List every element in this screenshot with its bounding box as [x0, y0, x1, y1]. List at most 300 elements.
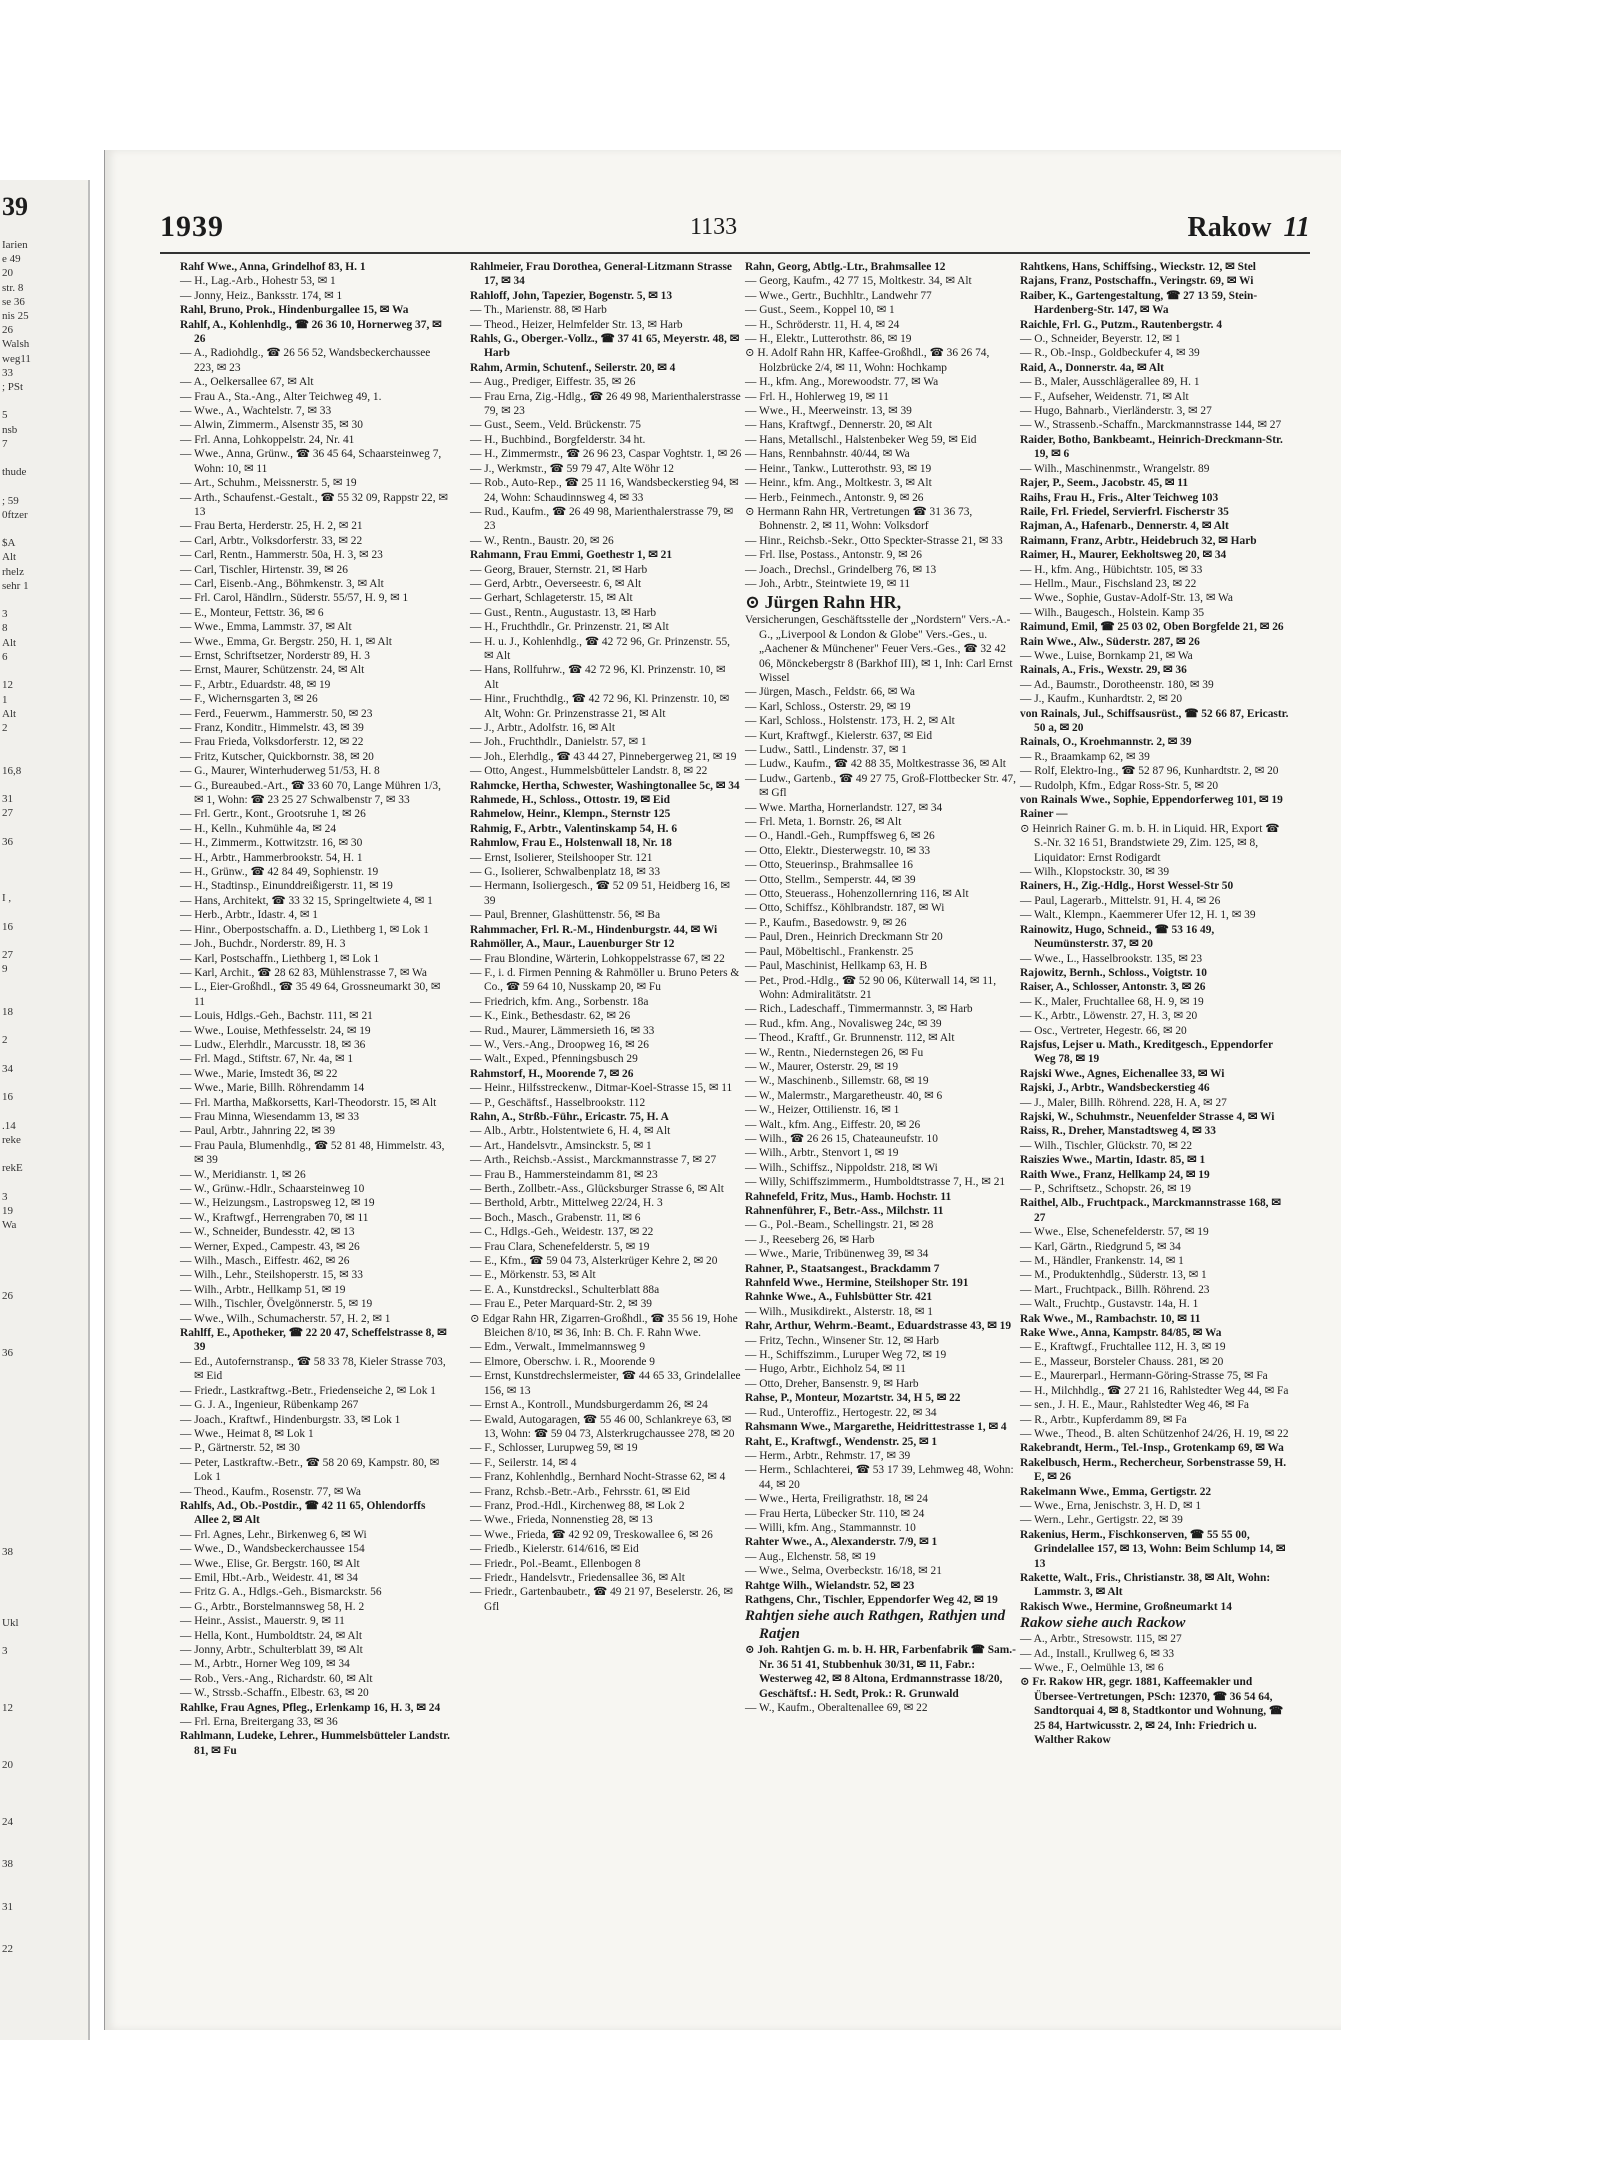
directory-entry: — Heinr., Assist., Mauerstr. 9, ✉ 11	[180, 1615, 345, 1628]
directory-entry: — Walt., kfm. Ang., Eiffestr. 20, ✉ 26	[745, 1118, 921, 1131]
directory-entry: — Wwe., Elise, Gr. Bergstr. 160, ✉ Alt	[180, 1557, 360, 1570]
previous-page-sliver	[0, 180, 90, 2040]
directory-entry: — W., Grünw.-Hdlr., Schaarsteinweg 10	[180, 1183, 365, 1195]
directory-entry: — Wilh., Tischler, Övelgönnerstr. 5, ✉ 19	[180, 1298, 373, 1311]
directory-entry: — M., Händler, Frankenstr. 14, ✉ 1	[1020, 1255, 1184, 1268]
directory-entry: — H., Arbtr., Hammerbrookstr. 54, H. 1	[180, 851, 363, 864]
directory-entry: — Ernst, Maurer, Schützenstr. 24, ✉ Alt	[180, 664, 365, 677]
directory-entry: — Arth., Reichsb.-Assist., Marckmannstrasse 7, ✉ 27	[470, 1154, 717, 1167]
directory-entry: — Gust., Seem., Koppel 10, ✉ 1	[745, 304, 895, 317]
directory-entry: — Frl. Ilse, Postass., Antonstr. 9, ✉ 26	[745, 549, 922, 562]
directory-entry: — Herb., Arbtr., Idastr. 4, ✉ 1	[180, 909, 318, 922]
directory-entry: — Ernst, Schriftsetzer, Norderstr 89, H. 3	[180, 649, 370, 662]
directory-entry: — Karl, Gärtn., Riedgrund 5, ✉ 34	[1020, 1240, 1181, 1253]
directory-entry: — Frau B., Hammersteindamm 81, ✉ 23	[470, 1168, 658, 1181]
directory-entry: — Franz, Rchsb.-Betr.-Arb., Fehrsstr. 61, ✉ Eid	[470, 1485, 690, 1498]
directory-entry: — E., Kfm., ☎ 59 04 73, Alsterkrüger Kehre 2, ✉ 20	[470, 1255, 718, 1268]
directory-entry: — Wwe., Luise, Bornkamp 21, ✉ Wa	[1020, 649, 1193, 662]
directory-entry: — Frl. Martha, Maßkorsetts, Karl-Theodorstr. 15, ✉ Alt	[180, 1096, 437, 1109]
directory-entry: ⊙ Heinrich Rainer G. m. b. H. in Liquid. HR, Export ☎ S.-Nr. 32 16 51, Brandstwiete 29, Zim. 125, ✉ 8, Liquidator: Ernst Rodigardt	[1020, 822, 1280, 864]
directory-entry: Raichle, Frl. G., Putzm., Rautenbergstr. 4	[1020, 318, 1223, 331]
directory-entry: — F., Aufseher, Weidenstr. 71, ✉ Alt	[1020, 390, 1189, 403]
directory-entry: — Fritz, Techn., Winsener Str. 12, ✉ Harb	[745, 1334, 939, 1347]
directory-entry: — Hinr., Reichsb.-Sekr., Otto Speckter-Strasse 21, ✉ 33	[745, 534, 1003, 547]
header-page-number: 1133	[690, 214, 738, 240]
header-rule	[160, 252, 1310, 254]
directory-entry: Rahn, A., Strßb.-Führ., Ericastr. 75, H. A	[470, 1110, 669, 1123]
directory-entry: — Wwe., Heimat 8, ✉ Lok 1	[180, 1427, 314, 1440]
directory-entry: Rahmlow, Frau E., Holstenwall 18, Nr. 18	[470, 837, 672, 850]
directory-entry: — P., Kaufm., Basedowstr. 9, ✉ 26	[745, 916, 907, 929]
directory-column-3	[745, 260, 1017, 1715]
directory-entry: von Rainals, Jul., Schiffsausrüst., ☎ 52 66 87, Ericastr. 50 a, ✉ 20	[1020, 707, 1289, 734]
header-running-name	[1188, 212, 1310, 244]
directory-entry: Raiber, K., Gartengestaltung, ☎ 27 13 59, Stein-Hardenberg-Str. 147, ✉ Wa	[1020, 289, 1258, 317]
directory-entry: — Paul, Möbeltischl., Frankenstr. 25	[745, 945, 914, 958]
directory-entry: — Wwe., L., Hasselbrookstr. 135, ✉ 23	[1020, 952, 1203, 965]
directory-entry: Rahmig, F., Arbtr., Valentinskamp 54, H. 6	[470, 822, 678, 835]
directory-entry: Rahnke Wwe., A., Fuhlsbütter Str. 421	[745, 1291, 933, 1304]
directory-entry: — Rolf, Elektro-Ing., ☎ 52 87 96, Kunhardtstr. 2, ✉ 20	[1020, 765, 1279, 778]
directory-entry: Rahnenführer, F., Betr.-Ass., Milchstr. 11	[745, 1205, 944, 1217]
directory-entry: — Rud., Maurer, Lämmersieth 16, ✉ 33	[470, 1024, 655, 1037]
directory-entry: — Edm., Verwalt., Immelmannsweg 9	[470, 1341, 646, 1354]
directory-entry: — J., Kaufm., Kunhardtstr. 2, ✉ 20	[1020, 693, 1183, 706]
directory-entry: Rahnefeld, Fritz, Mus., Hamb. Hochstr. 11	[745, 1190, 952, 1203]
directory-entry: — H. u. J., Kohlenhdlg., ☎ 42 72 96, Gr. Prinzenstr. 55, ✉ Alt	[470, 635, 731, 662]
directory-entry: — G., Pol.-Beam., Schellingstr. 21, ✉ 28	[745, 1219, 934, 1232]
directory-entry: — Peter, Lastkraftw.-Betr., ☎ 58 20 69, Kampstr. 80, ✉ Lok 1	[180, 1456, 440, 1484]
directory-entry: — Hans, Rennbahnstr. 40/44, ✉ Wa	[745, 448, 910, 461]
directory-entry: — Hinr., Fruchthdlg., ☎ 42 72 96, Kl. Prinzenstr. 10, ✉ Alt, Wohn: Gr. Prinzenstrasse 21, ✉ Alt	[470, 693, 730, 720]
directory-entry: Raht, E., Kraftwgf., Wendenstr. 25, ✉ 1	[745, 1435, 938, 1448]
directory-entry: — P., Gärtnerstr. 52, ✉ 30	[180, 1442, 300, 1455]
directory-entry: — F., Seilerstr. 14, ✉ 4	[470, 1456, 577, 1469]
directory-entry: — A., Radiohdlg., ☎ 26 56 52, Wandsbeckerchaussee 223, ✉ 23	[180, 347, 431, 374]
directory-entry: — Ludw., Gartenb., ☎ 49 27 75, Groß-Flottbecker Str. 47, ✉ Gfl	[745, 772, 1016, 800]
directory-entry: — Rud., Unteroffiz., Hertogestr. 22, ✉ 34	[745, 1406, 937, 1419]
directory-entry: — Otto, Stellm., Semperstr. 44, ✉ 39	[745, 873, 916, 886]
directory-entry: — Emil, Hbt.-Arb., Weidestr. 41, ✉ 34	[180, 1571, 358, 1584]
directory-entry: — W., Rentn., Baustr. 20, ✉ 26	[470, 534, 614, 547]
directory-entry: — Joh., Elerhdlg., ☎ 43 44 27, Pinnebergerweg 21, ✉ 19	[470, 750, 737, 763]
directory-entry: — A., Oelkersallee 67, ✉ Alt	[180, 376, 314, 389]
directory-entry: — Wilh., Lehr., Steilshoperstr. 15, ✉ 33	[180, 1269, 363, 1282]
directory-entry: — H., kfm. Ang., Morewoodstr. 77, ✉ Wa	[745, 376, 939, 389]
directory-entry: — Theod., Kraftf., Gr. Brunnenstr. 112, ✉ Alt	[745, 1032, 955, 1045]
directory-entry: — W., Kaufm., Oberaltenallee 69, ✉ 22	[745, 1702, 928, 1714]
directory-entry: Rainals, O., Kroehmannstr. 2, ✉ 39	[1020, 736, 1192, 749]
directory-entry: — H., Schröderstr. 11, H. 4, ✉ 24	[745, 318, 900, 331]
directory-entry: — G., Maurer, Winterhuderweg 51/53, H. 8	[180, 765, 380, 778]
directory-entry: — Frau Berta, Herderstr. 25, H. 2, ✉ 21	[180, 520, 363, 533]
directory-entry: — Pet., Prod.-Hdlg., ☎ 52 90 06, Küterwall 14, ✉ 11, Wohn: Admiralitätstr. 21	[745, 974, 997, 1001]
directory-entry: — W., Strassenb.-Schaffn., Marckmannstrasse 144, ✉ 27	[1020, 419, 1282, 432]
directory-entry: — Franz, Prod.-Hdl., Kirchenweg 88, ✉ Lok 2	[470, 1499, 685, 1512]
directory-entry: ⊙ Fr. Rakow HR, gegr. 1881, Kaffeemakler und Übersee-Vertretungen, PSch: 12370, ☎ 36 54 64, Sandtorquai 4, ✉ 8, Stadtkontor und Wohnung, ☎ 25 84, Hartwicusstr. 2, ✉ 24, Inh: Friedrich u. Walther Rakow	[1020, 1676, 1284, 1747]
directory-entry: Rajski, J., Arbtr., Wandsbeckerstieg 46	[1020, 1082, 1210, 1095]
directory-entry: — Art., Handelsvtr., Amsinckstr. 5, ✉ 1	[470, 1139, 652, 1152]
directory-entry: — Wilh., Musikdirekt., Alsterstr. 18, ✉ 1	[745, 1305, 933, 1318]
directory-entry: Rahlff, E., Apotheker, ☎ 22 20 47, Scheffelstrasse 8, ✉ 39	[180, 1327, 447, 1354]
directory-entry: — Paul, Maschinist, Hellkamp 63, H. B	[745, 960, 928, 973]
directory-entry: Rajowitz, Bernh., Schloss., Voigtstr. 10	[1020, 966, 1207, 979]
directory-entry: Rajer, P., Seem., Jacobstr. 45, ✉ 11	[1020, 477, 1189, 490]
header-name: Rakow	[1187, 212, 1272, 243]
directory-entry: Rahmelow, Heinr., Klempn., Sternstr 125	[470, 808, 671, 821]
directory-entry: — W., Vers.-Ang., Droopweg 16, ✉ 26	[470, 1038, 649, 1051]
directory-entry: — Wwe., Theod., B. alten Schützenhof 24/26, H. 19, ✉ 22	[1020, 1427, 1289, 1440]
directory-entry: — Alb., Arbtr., Holstentwiete 6, H. 4, ✉ Alt	[470, 1125, 671, 1138]
directory-entry: — Hellm., Maur., Fischsland 23, ✉ 22	[1020, 577, 1197, 590]
directory-entry: — Joh., Buchdr., Norderstr. 89, H. 3	[180, 938, 346, 951]
directory-entry: — Ad., Install., Krullweg 6, ✉ 33	[1020, 1647, 1175, 1660]
directory-entry: — G., Arbtr., Borstelmannsweg 58, H. 2	[180, 1600, 365, 1613]
directory-entry: — Wilh., Schiffsz., Nippoldstr. 218, ✉ Wi	[745, 1161, 938, 1174]
directory-entry: — Wwe., Anna, Grünw., ☎ 36 45 64, Schaarsteinweg 7, Wohn: 10, ✉ 11	[180, 448, 442, 475]
directory-entry: — E., Mörkenstr. 53, ✉ Alt	[470, 1269, 596, 1282]
directory-entry: — Th., Marienstr. 88, ✉ Harb	[470, 304, 607, 317]
directory-entry: — E., Maurerparl., Hermann-Göring-Strasse 75, ✉ Fa	[1020, 1370, 1268, 1383]
directory-entry: Raithel, Alb., Fruchtpack., Marckmannstrasse 168, ✉ 27	[1020, 1197, 1281, 1224]
directory-entry: — Herb., Feinmech., Antonstr. 9, ✉ 26	[745, 491, 924, 504]
directory-entry: — C., Hdlgs.-Geh., Weidestr. 137, ✉ 22	[470, 1226, 654, 1239]
directory-entry: — Wwe., Frieda, Nonnenstieg 28, ✉ 13	[470, 1514, 653, 1527]
directory-entry: — G., Isolierer, Schwalbenplatz 18, ✉ 33	[470, 866, 661, 879]
directory-entry: — W., Heizer, Ottilienstr. 16, ✉ 1	[745, 1104, 900, 1117]
directory-entry: — Carl, Tischler, Hirtenstr. 39, ✉ 26	[180, 563, 348, 576]
directory-entry: — Gerhart, Schlageterstr. 15, ✉ Alt	[470, 592, 633, 605]
directory-entry: — W., Kraftwgf., Herrengraben 70, ✉ 11	[180, 1211, 369, 1224]
directory-entry: — Elmore, Oberschw. i. R., Moorende 9	[470, 1355, 655, 1368]
directory-entry: Rakenius, Herm., Fischkonserven, ☎ 55 55 00, Grindelallee 157, ✉ 13, Wohn: Beim Schlump 14, ✉ 13	[1020, 1528, 1286, 1570]
directory-entry: — Rudolph, Kfm., Edgar Ross-Str. 5, ✉ 20	[1020, 779, 1219, 792]
directory-entry: Rainowitz, Hugo, Schneid., ☎ 53 16 49, Neumünsterstr. 37, ✉ 20	[1020, 923, 1215, 951]
directory-entry: — Paul, Dren., Heinrich Dreckmann Str 20	[745, 931, 943, 944]
directory-entry: — Rud., kfm. Ang., Novalisweg 24c, ✉ 39	[745, 1017, 942, 1030]
directory-entry: Rahl, Bruno, Prok., Hindenburgallee 15, ✉ Wa	[180, 304, 409, 317]
directory-entry: Raile, Frl. Friedel, Servierfrl. Fischerstr 35	[1020, 505, 1229, 518]
directory-entry: — Karl, Schloss., Osterstr. 29, ✉ 19	[745, 700, 911, 713]
directory-entry: — sen., J. H. E., Maur., Rahlstedter Weg 46, ✉ Fa	[1020, 1399, 1249, 1412]
directory-entry: — Hugo, Bahnarb., Vierländerstr. 3, ✉ 27	[1020, 405, 1212, 418]
directory-entry: — Hans, Architekt, ☎ 33 32 15, Springeltwiete 4, ✉ 1	[180, 894, 433, 907]
directory-entry: — Ernst, Isolierer, Steilshooper Str. 121	[470, 851, 653, 864]
directory-entry: — Aug., Prediger, Eiffestr. 35, ✉ 26	[470, 376, 636, 389]
directory-entry: — Frau Minna, Wiesendamm 13, ✉ 33	[180, 1110, 360, 1123]
directory-entry: Rathgens, Chr., Tischler, Eppendorfer Weg 42, ✉ 19	[745, 1593, 998, 1606]
directory-entry: — Osc., Vertreter, Hegestr. 66, ✉ 20	[1020, 1024, 1187, 1037]
directory-entry: — Wwe., Sophie, Gustav-Adolf-Str. 13, ✉ Wa	[1020, 592, 1233, 605]
directory-entry: Rahn, Georg, Abtlg.-Ltr., Brahmsallee 12	[745, 261, 946, 273]
directory-entry: — Frau A., Sta.-Ang., Alter Teichweg 49, 1.	[180, 390, 382, 403]
directory-entry: — Wwe., Emma, Lammstr. 37, ✉ Alt	[180, 621, 352, 634]
directory-entry: — F., Arbtr., Eduardstr. 48, ✉ 19	[180, 678, 331, 691]
directory-entry: — A., Arbtr., Stresowstr. 115, ✉ 27	[1020, 1633, 1182, 1646]
directory-entry: — Otto, Schiffsz., Köhlbrandstr. 187, ✉ Wi	[745, 902, 945, 915]
directory-entry: Rake Wwe., Anna, Kampstr. 84/85, ✉ Wa	[1020, 1327, 1222, 1340]
header-year: 1939	[160, 210, 224, 243]
directory-entry: — Karl, Postschaffn., Liethberg 1, ✉ Lok 1	[180, 952, 380, 965]
directory-entry: Raimund, Emil, ☎ 25 03 02, Oben Borgfelde 21, ✉ 26	[1020, 621, 1284, 634]
directory-entry: — Wwe., Herta, Freiligrathstr. 18, ✉ 24	[745, 1493, 929, 1506]
directory-entry: — Heinr., Hilfsstreckenw., Ditmar-Koel-Strasse 15, ✉ 11	[470, 1082, 733, 1095]
directory-entry: — G., Bureaubed.-Art., ☎ 33 60 70, Lange Mühren 1/3, ✉ 1, Wohn: ☎ 23 25 27 Schwalbenstr 7, ✉ 33	[180, 779, 441, 807]
directory-entry: — Alwin, Zimmerm., Alsenstr 35, ✉ 30	[180, 419, 363, 432]
directory-entry: Raid, A., Donnerstr. 4a, ✉ Alt	[1020, 361, 1164, 374]
directory-entry: — Walt., Exped., Pfenningsbusch 29	[470, 1053, 638, 1066]
directory-entry: — Boch., Masch., Grabenstr. 11, ✉ 6	[470, 1211, 641, 1224]
directory-entry: Rahmstorf, H., Moorende 7, ✉ 26	[470, 1067, 634, 1080]
directory-entry: — F., Schlosser, Lurupweg 59, ✉ 19	[470, 1442, 638, 1455]
directory-entry: Rahlke, Frau Agnes, Pfleg., Erlenkamp 16, H. 3, ✉ 24	[180, 1701, 441, 1714]
directory-entry: — Georg, Brauer, Sternstr. 21, ✉ Harb	[470, 563, 648, 576]
directory-entry: — H., Grünw., ☎ 42 84 49, Sophienstr. 19	[180, 866, 379, 879]
directory-entry: — Gust., Rentn., Augustastr. 13, ✉ Harb	[470, 606, 657, 619]
directory-entry: — Wwe., Else, Schenefelderstr. 57, ✉ 19	[1020, 1226, 1209, 1239]
directory-entry: — Wwe., H., Meerweinstr. 13, ✉ 39	[745, 405, 912, 418]
directory-entry: — Friedr., Gartenbaubetr., ☎ 49 21 97, Beselerstr. 26, ✉ Gfl	[470, 1586, 733, 1613]
directory-entry: — P., Geschäftsf., Hasselbrookstr. 112	[470, 1096, 646, 1109]
directory-entry: Rahse, P., Monteur, Mozartstr. 34, H 5, ✉ 22	[745, 1392, 961, 1405]
header-volume: 11	[1283, 212, 1310, 243]
directory-entry: — Frau Paula, Blumenhdlg., ☎ 52 81 48, Himmelstr. 43, ✉ 39	[180, 1139, 445, 1167]
directory-entry: — Art., Schuhm., Meissnerstr. 5, ✉ 19	[180, 477, 357, 490]
directory-entry: ⊙ Edgar Rahn HR, Zigarren-Großhdl., ☎ 35 56 19, Hohe Bleichen 8/10, ✉ 36, Inh: B. Ch. F. Rahn Wwe.	[470, 1312, 738, 1340]
directory-entry: — Jonny, Arbtr., Schulterblatt 39, ✉ Alt	[180, 1644, 363, 1656]
directory-entry: — Wilh., Masch., Eiffestr. 462, ✉ 26	[180, 1255, 350, 1268]
directory-entry: — Wwe., Frieda, ☎ 42 92 09, Treskowallee 6, ✉ 26	[470, 1528, 713, 1541]
directory-entry: Raimann, Franz, Arbtr., Heidebruch 32, ✉ Harb	[1020, 534, 1257, 547]
directory-entry: — Carl, Eisenb.-Ang., Böhmkenstr. 3, ✉ Alt	[180, 577, 384, 590]
directory-entry: — Ferd., Feuerwm., Hammerstr. 50, ✉ 23	[180, 707, 373, 720]
directory-entry: Rahtkens, Hans, Schiffsing., Wieckstr. 12, ✉ Stel	[1020, 261, 1256, 273]
directory-entry: Rajsfus, Lejser u. Math., Kreditgesch., Eppendorfer Weg 78, ✉ 19	[1020, 1038, 1273, 1066]
directory-entry: Rahnfeld Wwe., Hermine, Steilshoper Str. 191	[745, 1277, 969, 1290]
directory-entry: — Ernst, Kunstdrechslermeister, ☎ 44 65 33, Grindelallee 156, ✉ 13	[470, 1370, 741, 1397]
directory-entry: — Hinr., Oberpostschaffn. a. D., Liethberg 1, ✉ Lok 1	[180, 923, 429, 936]
directory-entry: — Hugo, Arbtr., Eichholz 54, ✉ 11	[745, 1363, 906, 1376]
directory-entry: Rahner, P., Staatsangest., Brackdamm 7	[745, 1262, 940, 1275]
directory-entry: — H., Kelln., Kuhmühle 4a, ✉ 24	[180, 822, 337, 835]
directory-entry: — Wwe., Marie, Tribünenweg 39, ✉ 34	[745, 1248, 929, 1261]
directory-entry: — W., Maurer, Osterstr. 29, ✉ 19	[745, 1060, 899, 1073]
directory-entry: — Wilh., Maschinenmstr., Wrangelstr. 89	[1020, 462, 1210, 475]
directory-entry: — W., Maschinenb., Sillemstr. 68, ✉ 19	[745, 1075, 929, 1088]
directory-entry: — Willi, kfm. Ang., Stammannstr. 10	[745, 1521, 916, 1534]
directory-entry: — H., Stadtinsp., Einunddreißigerstr. 11, ✉ 19	[180, 880, 393, 893]
directory-entry: — Frl. Anna, Lohkoppelstr. 24, Nr. 41	[180, 433, 355, 446]
directory-entry: — Ludw., Sattl., Lindenstr. 37, ✉ 1	[745, 744, 907, 756]
directory-entry: Rajski Wwe., Agnes, Eichenallee 33, ✉ Wi	[1020, 1067, 1225, 1080]
directory-entry: — Ernst A., Kontroll., Mundsburgerdamm 26, ✉ 24	[470, 1399, 708, 1412]
directory-entry: — Frau Herta, Lübecker Str. 110, ✉ 24	[745, 1507, 925, 1520]
directory-entry: — Frl. Gertr., Kont., Grootsruhe 1, ✉ 26	[180, 808, 366, 821]
directory-entry: — Theod., Heizer, Helmfelder Str. 13, ✉ Harb	[470, 318, 683, 331]
directory-entry: — W., Strssb.-Schaffn., Elbestr. 63, ✉ 20	[180, 1687, 369, 1700]
directory-entry: Rahr, Arthur, Wehrm.-Beamt., Eduardstrasse 43, ✉ 19	[745, 1320, 1012, 1333]
directory-entry: — Frau E., Peter Marquard-Str. 2, ✉ 39	[470, 1298, 652, 1311]
directory-entry: — L., Eier-Großhdl., ☎ 35 49 64, Grossneumarkt 30, ✉ 11	[180, 981, 441, 1008]
directory-entry: — Herm., Schlachterei, ☎ 53 17 39, Lehmweg 48, Wohn: 44, ✉ 20	[745, 1464, 1014, 1491]
directory-entry: — Otto, Elektr., Diesterwegstr. 10, ✉ 33	[745, 844, 931, 857]
directory-entry: — Carl, Rentn., Hammerstr. 50a, H. 3, ✉ 23	[180, 549, 383, 562]
directory-entry: Rahlmeier, Frau Dorothea, General-Litzmann Strasse 17, ✉ 34	[470, 261, 732, 288]
directory-entry: — Wwe., Erna, Jenischstr. 3, H. D, ✉ 1	[1020, 1499, 1202, 1512]
directory-entry: — Ed., Autofernstransp., ☎ 58 33 78, Kieler Strasse 703, ✉ Eid	[180, 1355, 446, 1383]
directory-entry: ⊙ Jürgen Rahn HR,	[745, 592, 902, 613]
directory-entry: — Wwe., Wilh., Schumacherstr. 57, H. 2, ✉ 1	[180, 1312, 391, 1325]
directory-entry: — Werner, Exped., Campestr. 43, ✉ 26	[180, 1240, 360, 1253]
directory-entry: — Frl. Agnes, Lehr., Birkenweg 6, ✉ Wi	[180, 1528, 367, 1541]
directory-entry: — M., Produktenhdlg., Süderstr. 13, ✉ 1	[1020, 1269, 1207, 1282]
directory-entry: Rahmcke, Hertha, Schwester, Washingtonallee 5c, ✉ 34	[470, 779, 740, 792]
directory-entry: — Wwe., Marie, Billh. Röhrendamm 14	[180, 1082, 365, 1095]
directory-entry: — Walt., Klempn., Kaemmerer Ufer 12, H. 1, ✉ 39	[1020, 909, 1256, 922]
directory-entry: — Aug., Elchenstr. 58, ✉ 19	[745, 1550, 876, 1563]
directory-entry: — Jürgen, Masch., Feldstr. 66, ✉ Wa	[745, 686, 915, 699]
directory-entry: Rainer —	[1020, 808, 1068, 821]
directory-entry: — Rob., Vers.-Ang., Richardstr. 60, ✉ Alt	[180, 1672, 373, 1685]
previous-page-year-fragment: 39	[2, 192, 28, 221]
directory-entry: — Joach., Drechsl., Grindelberg 76, ✉ 13	[745, 563, 937, 576]
directory-entry: — Berth., Zollbetr.-Ass., Glücksburger Strasse 6, ✉ Alt	[470, 1183, 724, 1195]
directory-entry: — B., Maler, Ausschlägerallee 89, H. 1	[1020, 376, 1200, 389]
directory-entry: — Paul, Brenner, Glashüttenstr. 56, ✉ Ba	[470, 909, 661, 922]
directory-entry: — Wilh., ☎ 26 26 15, Chateauneufstr. 10	[745, 1132, 938, 1145]
directory-entry: Rahls, G., Oberger.-Vollz., ☎ 37 41 65, Meyerstr. 48, ✉ Harb	[470, 333, 740, 360]
directory-entry: — Heinr., Tankw., Lutterothstr. 93, ✉ 19	[745, 462, 932, 475]
directory-entry: Raihs, Frau H., Fris., Alter Teichweg 103	[1020, 491, 1219, 504]
directory-entry: — Wwe., Marie, Imstedt 36, ✉ 22	[180, 1067, 338, 1080]
directory-entry: — Franz, Konditr., Himmelstr. 43, ✉ 39	[180, 722, 364, 734]
directory-entry: — Jonny, Heiz., Banksstr. 174, ✉ 1	[180, 289, 343, 302]
directory-entry: — Hella, Kont., Humboldtstr. 24, ✉ Alt	[180, 1629, 362, 1642]
directory-entry: Rainals, A., Fris., Wexstr. 29, ✉ 36	[1020, 664, 1187, 677]
directory-entry: — R., Arbtr., Kupferdamm 89, ✉ Fa	[1020, 1413, 1187, 1426]
directory-entry: — M., Arbtr., Horner Weg 109, ✉ 34	[180, 1658, 350, 1671]
directory-entry: — Paul, Lagerarb., Mittelstr. 91, H. 4, ✉ 26	[1020, 894, 1221, 907]
directory-entry: — W., Schneider, Bundesstr. 42, ✉ 13	[180, 1226, 355, 1239]
directory-entry: — J., Werkmstr., ☎ 59 79 47, Alte Wöhr 12	[470, 462, 674, 475]
directory-entry: — F., Wichernsgarten 3, ✉ 26	[180, 693, 318, 706]
directory-entry: — Frl. Carol, Händlrn., Süderstr. 55/57, H. 9, ✉ 1	[180, 592, 409, 605]
directory-entry: — Fritz, Kutscher, Quickbornstr. 38, ✉ 20	[180, 750, 374, 763]
directory-entry: — E., Kraftwgf., Fruchtallee 112, H. 3, ✉ 19	[1020, 1341, 1226, 1354]
directory-entry: — K., Arbtr., Löwenstr. 27, H. 3, ✉ 20	[1020, 1010, 1198, 1023]
directory-entry: — J., Arbtr., Adolfstr. 16, ✉ Alt	[470, 722, 615, 734]
directory-entry: Raimer, H., Maurer, Eekholtsweg 20, ✉ 34	[1020, 549, 1227, 562]
directory-entry: — Ewald, Autogaragen, ☎ 55 46 00, Schlankreye 63, ✉ 13, Wohn: ☎ 59 04 73, Alsterkrugchaussee 278, ✉ 20	[470, 1413, 735, 1440]
directory-entry: Rahsmann Wwe., Margarethe, Heidrittestrasse 1, ✉ 4	[745, 1421, 1007, 1434]
directory-entry: — F., i. d. Firmen Penning & Rahmöller u. Bruno Peters & Co., ☎ 59 64 10, Nusskamp 20, ✉ Fu	[470, 966, 740, 994]
directory-entry: — Georg, Kaufm., 42 77 15, Moltkestr. 34, ✉ Alt	[745, 275, 972, 288]
directory-entry: — W., Malermstr., Margaretheustr. 40, ✉ 6	[745, 1089, 943, 1102]
directory-entry: — H., Lag.-Arb., Hohestr 53, ✉ 1	[180, 275, 336, 288]
directory-entry: Rak Wwe., M., Rambachstr. 10, ✉ 11	[1020, 1312, 1201, 1325]
directory-entry: ⊙ H. Adolf Rahn HR, Kaffee-Großhdl., ☎ 36 26 74, Holzbrücke 2/4, ✉ 11, Wohn: Hochkamp	[745, 347, 990, 374]
directory-entry: — Joh., Arbtr., Steintwiete 19, ✉ 11	[745, 577, 911, 590]
directory-entry: Rakow siehe auch Rackow	[1020, 1615, 1186, 1632]
directory-entry: — Hans, Kraftwgf., Dennerstr. 20, ✉ Alt	[745, 419, 933, 432]
directory-entry: — Gust., Seem., Veld. Brückenstr. 75	[470, 419, 641, 432]
directory-entry: Rahlf, A., Kohlenhdlg., ☎ 26 36 10, Hornerweg 37, ✉ 26	[180, 318, 442, 346]
directory-entry: Rahf Wwe., Anna, Grindelhof 83, H. 1	[180, 261, 366, 273]
directory-entry: — Friedr., Lastkraftwg.-Betr., Friedenseiche 2, ✉ Lok 1	[180, 1384, 436, 1397]
directory-entry: — Hans, Metallschl., Halstenbeker Weg 59, ✉ Eid	[745, 433, 977, 446]
directory-entry: — Wwe., Gertr., Buchhltr., Landwehr 77	[745, 289, 932, 302]
directory-column-2	[470, 260, 742, 1614]
directory-entry: — Arth., Schaufenst.-Gestalt., ☎ 55 32 09, Rappstr 22, ✉ 13	[180, 491, 448, 518]
directory-entry: — Ad., Baumstr., Dorotheenstr. 180, ✉ 39	[1020, 678, 1214, 691]
directory-entry: — Rud., Kaufm., ☎ 26 49 98, Marienthalerstrasse 79, ✉ 23	[470, 505, 734, 533]
directory-entry: — H., Zimmerm., Kottwitzstr. 16, ✉ 30	[180, 837, 363, 850]
directory-entry: — Wwe., A., Wachtelstr. 7, ✉ 33	[180, 405, 332, 418]
directory-entry: Rahmmacher, Frl. R.-M., Hindenburgstr. 44, ✉ Wi	[470, 923, 718, 936]
directory-entry: — Frau Frieda, Volksdorferstr. 12, ✉ 22	[180, 736, 364, 749]
directory-entry: — Wilh., Tischler, Glückstr. 70, ✉ 22	[1020, 1139, 1193, 1152]
directory-entry: Rahlmann, Ludeke, Lehrer., Hummelsbütteler Landstr. 81, ✉ Fu	[180, 1730, 450, 1757]
directory-entry: Rahloff, John, Tapezier, Bogenstr. 5, ✉ 13	[470, 289, 673, 302]
directory-entry: — Fritz G. A., Hdlgs.-Geh., Bismarckstr. 56	[180, 1586, 382, 1599]
directory-entry: — K., Eink., Bethesdastr. 62, ✉ 26	[470, 1010, 631, 1023]
directory-entry: — Hermann, Isoliergesch., ☎ 52 09 51, Heidberg 16, ✉ 39	[470, 880, 730, 907]
directory-entry: — Ludw., Kaufm., ☎ 42 88 35, Moltkestrasse 36, ✉ Alt	[745, 758, 1006, 771]
directory-entry: — E., Masseur, Borsteler Chauss. 281, ✉ 20	[1020, 1355, 1224, 1368]
directory-entry: — H., Zimmermstr., ☎ 26 96 23, Caspar Voghtstr. 1, ✉ 26	[470, 448, 742, 461]
directory-entry: — E., Monteur, Fettstr. 36, ✉ 6	[180, 606, 324, 619]
directory-entry: — Wwe. Martha, Hornerlandstr. 127, ✉ 34	[745, 801, 943, 814]
directory-entry: — Wwe., F., Oelmühle 13, ✉ 6	[1020, 1662, 1164, 1674]
directory-entry: — Joh., Fruchthdlr., Danielstr. 57, ✉ 1	[470, 736, 647, 749]
directory-entry: — Otto, Dreher, Bansenstr. 9, ✉ Harb	[745, 1377, 919, 1390]
directory-entry: — Otto, Steuerinsp., Brahmsallee 16	[745, 859, 913, 872]
directory-entry: ⊙ Joh. Rahtjen G. m. b. H. HR, Farbenfabrik ☎ Sam.-Nr. 36 51 41, Stubbenhuk 30/31, ✉ 11, Fabr.: Westerweg 42, ✉ 8 Altona, Erdmannstrasse 18/20, Geschäftsf.: H. Sedt, Prok.: R. Grunwald	[745, 1644, 1016, 1700]
directory-entry: — R., Braamkamp 62, ✉ 39	[1020, 750, 1150, 763]
page-header	[160, 210, 1310, 250]
directory-entry: — Gerd, Arbtr., Oeverseestr. 6, ✉ Alt	[470, 577, 642, 590]
directory-entry: Rahter Wwe., A., Alexanderstr. 7/9, ✉ 1	[745, 1536, 938, 1549]
directory-entry: — Frau Erna, Zig.-Hdlg., ☎ 26 49 98, Marienthalerstrasse 79, ✉ 23	[470, 390, 741, 418]
directory-entry: — H., Elektr., Lutterothstr. 86, ✉ 19	[745, 333, 912, 346]
directory-entry: — O., Schneider, Beyerstr. 12, ✉ 1	[1020, 333, 1181, 346]
directory-entry: — Joach., Kraftwf., Hindenburgstr. 33, ✉ Lok 1	[180, 1413, 401, 1426]
directory-entry: Rakette, Walt., Fris., Christianstr. 38, ✉ Alt, Wohn: Lammstr. 3, ✉ Alt	[1020, 1571, 1271, 1599]
directory-entry: — W., Meridianstr. 1, ✉ 26	[180, 1168, 306, 1181]
directory-entry: — W., Rentn., Niedernstegen 26, ✉ Fu	[745, 1046, 924, 1059]
directory-column-1	[180, 260, 452, 1758]
directory-entry: Versicherungen, Geschäftsstelle der „Nordstern" Vers.-A.-G., „Liverpool & London & Globe" Vers.-Ges., u. „Aachener & Münchener" Feuer Vers.-Ges., ☎ 32 42 06, Mönckebergstr 8 (Barkhof III), ✉ 1, Inh: Carl Ernst Wissel	[745, 614, 1013, 684]
directory-entry: Raider, Botho, Bankbeamt., Heinrich-Dreckmann-Str. 19, ✉ 6	[1020, 433, 1283, 461]
directory-entry: — Karl, Schloss., Holstenstr. 173, H. 2, ✉ Alt	[745, 715, 955, 728]
previous-page-text-fragments: Iarien e 49 20 str. 8 se 36 nis 25 26 Walsh weg11 33 ; PSt 5 nsb 7 thude ; 59 0ftzer $A Alt rhelz sehr 1 3 8 Alt 6 12 1 Alt 2 16,8 31 27 36 I , 16 27 9 18 2 34 16 .14 reke rekE 3 19 Wa 26 36 38 Ukl 3 12 20 24 38 31 22	[2, 239, 31, 1956]
directory-entry: Rahmöller, A., Maur., Lauenburger Str 12	[470, 938, 675, 951]
directory-entry: Rajman, A., Hafenarb., Dennerstr. 4, ✉ Alt	[1020, 520, 1229, 533]
directory-entry: Rakebrandt, Herm., Tel.-Insp., Grotenkamp 69, ✉ Wa	[1020, 1442, 1284, 1455]
directory-entry: — Wern., Lehr., Gertigstr. 22, ✉ 39	[1020, 1514, 1183, 1527]
directory-entry: — Frl. Erna, Breitergang 33, ✉ 36	[180, 1716, 338, 1729]
directory-entry: Rahlfs, Ad., Ob.-Postdir., ☎ 42 11 65, Ohlendorffs Allee 2, ✉ Alt	[180, 1499, 426, 1527]
directory-entry: — Ludw., Elerhdlr., Marcusstr. 18, ✉ 36	[180, 1038, 366, 1051]
directory-entry: — Willy, Schiffszimmerm., Humboldtstrasse 7, H., ✉ 21	[745, 1176, 1006, 1189]
directory-entry: — H., Buchbind., Borgfelderstr. 34 ht.	[470, 433, 646, 446]
directory-entry: — Rob., Auto-Rep., ☎ 25 11 16, Wandsbeckerstieg 94, ✉ 24, Wohn: Schaudinnsweg 4, ✉ 33	[470, 477, 739, 504]
directory-entry: — Wwe., Emma, Gr. Bergstr. 250, H. 1, ✉ Alt	[180, 635, 392, 648]
directory-entry: Rakelbusch, Herm., Rechercheur, Sorbenstrasse 59, H. E, ✉ 26	[1020, 1456, 1287, 1484]
directory-entry: Rajans, Franz, Postschaffn., Veringstr. 69, ✉ Wi	[1020, 275, 1254, 288]
directory-entry: — Theod., Kaufm., Rosenstr. 77, ✉ Wa	[180, 1485, 361, 1498]
directory-entry: — Wwe., Selma, Overbeckstr. 16/18, ✉ 21	[745, 1565, 942, 1578]
